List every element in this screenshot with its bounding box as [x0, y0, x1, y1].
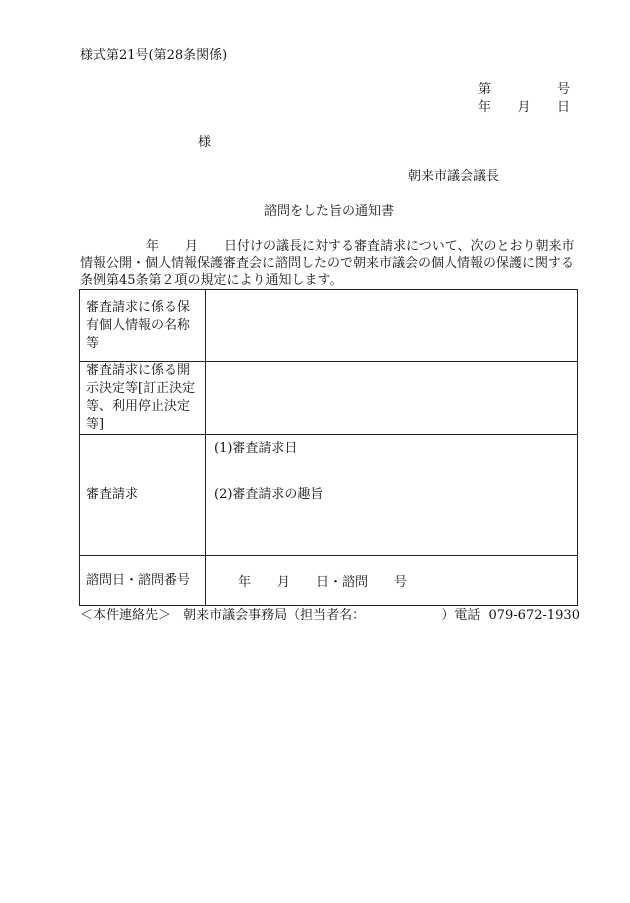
contact-label: ＜本件連絡先＞ [80, 608, 172, 623]
row3-item-2: (2)審査請求の趣旨 [214, 487, 324, 502]
body-line-3: 条例第45条第２項の規定により通知します。 [80, 273, 343, 288]
row1-label-line: 有個人情報の名称 [86, 317, 191, 333]
table-row-3 [80, 435, 578, 556]
contact-phone-label: ）電話 [441, 608, 481, 623]
body-line-1: 年 月 日付けの議長に対する審査請求について、次のとおり朝来市 [146, 239, 575, 254]
date-day: 日 [556, 100, 570, 115]
form-number: 様式第21号(第28条関係) [80, 48, 228, 63]
row2-label-line: 審査請求に係る開 [86, 363, 191, 378]
contact-footer [80, 608, 580, 624]
row1-label-line: 審査請求に係る保 [86, 299, 191, 315]
date-year: 年 [478, 100, 492, 115]
table-row-2 [80, 362, 578, 435]
row4-label: 諮問日・諮問番号 [80, 556, 206, 606]
row3-value [206, 435, 578, 556]
body-text [80, 238, 580, 289]
row1-value [206, 290, 578, 362]
row3-label: 審査請求 [80, 435, 206, 556]
contact-phone: 079-672-1930 [488, 608, 580, 623]
row3-item-1: (1)審査請求日 [214, 441, 298, 456]
recipient-suffix: 様 [198, 135, 212, 150]
request-table [79, 289, 578, 606]
document-title: 諮問をした旨の通知書 [264, 204, 395, 219]
row2-label-line: 等、利用停止決定 [86, 399, 191, 414]
body-line-2: 情報公開・個人情報保護審査会に諮問したので朝来市議会の個人情報の保護に関する [80, 256, 575, 271]
row1-label [80, 290, 206, 362]
table-row-1 [80, 290, 578, 362]
row1-label-line: 等 [86, 335, 100, 351]
doc-number-prefix: 第 [478, 82, 492, 97]
date-month: 月 [517, 100, 531, 115]
row2-value [206, 362, 578, 435]
row2-label [80, 362, 206, 435]
table-row-4 [80, 556, 578, 606]
doc-number-suffix: 号 [556, 82, 570, 97]
row2-label-line: 示決定等[訂正決定 [86, 381, 196, 396]
sender-name: 朝来市議会議長 [408, 169, 500, 184]
doc-number-block [478, 81, 570, 117]
row4-value: 年 月 日・諮問 号 [206, 556, 578, 606]
row2-label-line: 等] [86, 417, 105, 432]
contact-office: 朝来市議会事務局（担当者名： [183, 608, 366, 623]
